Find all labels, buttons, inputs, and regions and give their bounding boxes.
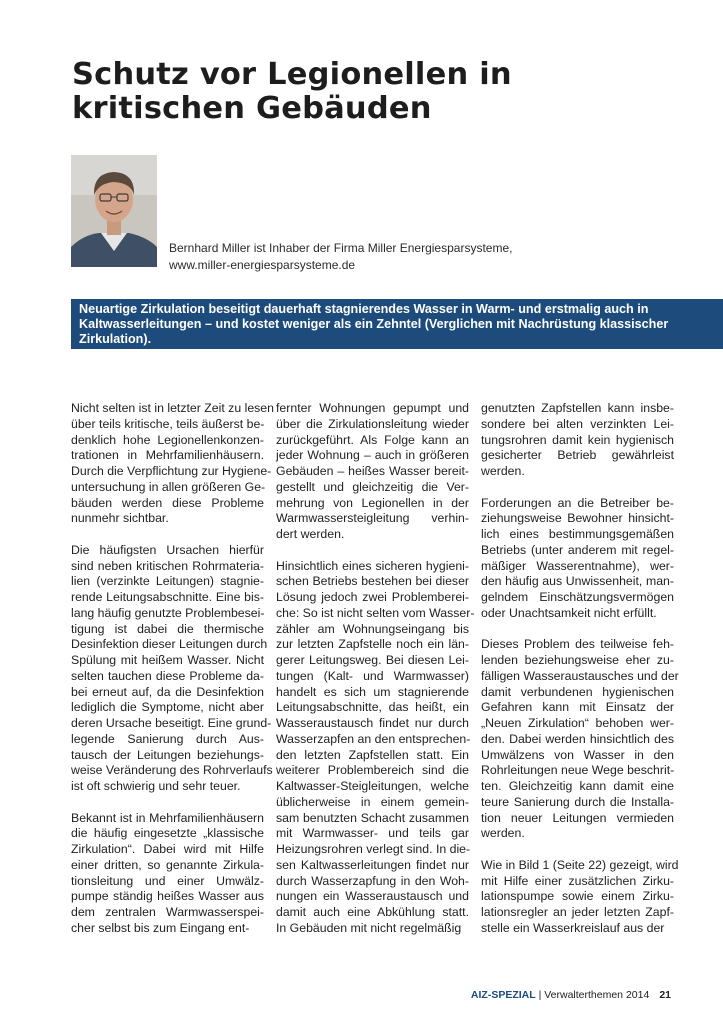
text-line: lich eines bestimmungsgemäßen xyxy=(481,527,674,541)
text-line: stelle ein Wasserkreislauf aus der xyxy=(481,920,665,935)
text-line: lien (verzinkte Leitungen) stagnie- xyxy=(71,574,264,589)
lead-line: Kaltwasserleitungen – und kostet weniger als ein Zehntel (Verglichen mit Nachrüstung klassischer xyxy=(79,317,669,331)
paragraph xyxy=(71,811,264,937)
lead-box xyxy=(71,299,723,349)
paragraph xyxy=(481,401,674,480)
text-line: zähler am Wohnungseingang bis xyxy=(276,621,469,636)
text-line: dert werden. xyxy=(276,527,345,541)
author-description: Bernhard Miller ist Inhaber der Firma Miller Energiesparsysteme, xyxy=(169,241,513,255)
text-line: den häufig aus Unwissenheit, man- xyxy=(481,574,674,589)
text-line: legende Sanierung durch Aus- xyxy=(71,731,264,746)
text-line: lenden beziehungsweise eher zu- xyxy=(481,653,674,667)
text-line: Hinsichtlich eines sicheren hygieni- xyxy=(276,558,469,573)
text-line: cher selbst bis zum Eingang ent- xyxy=(71,920,250,935)
text-line: genutzten Zapfstellen kann insbe- xyxy=(481,401,674,415)
text-line: Bekannt ist in Mehrfamilienhäusern xyxy=(71,810,264,825)
text-line: über die Zirkulationsleitung wieder xyxy=(276,416,469,431)
text-line: nunmehr sichtbar. xyxy=(71,511,169,526)
text-line: Gebäuden – heißes Wasser bereit- xyxy=(276,464,469,478)
text-line: rende Leitungsabschnitte. Eine bis- xyxy=(71,590,264,604)
text-line: untersuchung in allen größeren Ge- xyxy=(71,479,266,494)
text-line: Die häufigsten Ursachen hierfür xyxy=(71,542,264,557)
footer-separator: | xyxy=(535,989,545,1001)
text-line: tausch der Leitungen beziehungs- xyxy=(71,747,264,762)
lead-line: Zirkulation). xyxy=(79,332,152,346)
paragraph xyxy=(276,401,469,543)
text-line: Kaltwasser-Steigleitungen, welche xyxy=(276,779,469,793)
text-line: tungen (Kalt- und Warmwasser) xyxy=(276,668,469,683)
text-line: Nicht selten ist in letzter Zeit zu lesen xyxy=(71,401,274,415)
text-line: In Gebäuden mit nicht regelmäßig xyxy=(276,920,462,935)
footer-issue: Verwalterthemen 2014 xyxy=(544,989,650,1001)
text-line: den letzten Zapfstellen statt. Ein xyxy=(276,747,469,762)
text-line: pumpe ständig heißes Wasser aus xyxy=(71,889,264,904)
text-line: deren Ursache beseitigt. Eine grund- xyxy=(71,716,272,730)
text-line: weise Veränderung des Rohrverlaufs xyxy=(71,763,273,778)
text-line: Wasserzapfen an den entsprechen- xyxy=(276,731,471,746)
text-line: fälligen Wasseraustausches und der xyxy=(481,668,679,683)
text-line: ist oft schwierig und sehr teuer. xyxy=(71,779,241,793)
text-column-2 xyxy=(276,401,475,952)
paragraph xyxy=(481,496,674,622)
text-line: nungen ein Wasseraustausch und xyxy=(276,889,469,904)
text-line: mehrung von Legionellen in der xyxy=(276,495,469,510)
text-line: mit Hilfe einer zusätzlichen Zirku- xyxy=(481,873,674,888)
author-website: www.miller-energiesparsysteme.de xyxy=(169,258,356,272)
text-line: lationsregler an jeder letzten Zapf- xyxy=(481,905,674,919)
text-line: Rohrleitungen neue Wege beschrit- xyxy=(481,763,675,778)
text-column-3 xyxy=(481,401,679,952)
text-line: tungsrohren damit kein hygienisch xyxy=(481,432,674,447)
text-line: durch Wasserzapfung in den Woh- xyxy=(276,873,469,888)
text-line: Wie in Bild 1 (Seite 22) gezeigt, wird xyxy=(481,857,679,872)
text-line: che: So ist nicht selten vom Wasser- xyxy=(276,605,475,620)
text-line: Dieses Problem des teilweise feh- xyxy=(481,637,674,652)
lead-line: Neuartige Zirkulation beseitigt dauerhaft stagnierendes Wasser in Warm- und erstmalig auch in xyxy=(79,302,649,316)
text-line: sondere bei alten verzinkten Lei- xyxy=(481,416,674,431)
text-line: Forderungen an die Betreiber be- xyxy=(481,495,674,510)
text-line: trationen in Mehrfamilienhäusern. xyxy=(71,448,264,463)
text-line: damit verbundenen hygienischen xyxy=(481,684,674,699)
text-line: weiterer Problembereich sind die xyxy=(276,763,469,778)
text-line: werden. xyxy=(481,826,525,841)
paragraph xyxy=(481,857,679,937)
paragraph xyxy=(71,401,274,527)
text-line: gelndem Einschätzungsvermögen xyxy=(481,590,674,604)
text-line: zurückgeführt. Als Folge kann an xyxy=(276,432,469,447)
text-line: gesicherter Betrieb gewährleist xyxy=(481,448,674,463)
author-info xyxy=(169,240,649,274)
text-line: Betriebs (unter anderem mit regel- xyxy=(481,542,674,557)
text-line: über teils kritische, teils äußerst be- xyxy=(71,416,265,431)
text-line: damit auch eine Abkühlung statt. xyxy=(276,905,469,919)
text-line: mit Warmwasser- und teils gar xyxy=(276,826,469,841)
text-line: Leitungsabschnitte, das heißt, ein xyxy=(276,700,469,715)
footer-brand: AIZ-SPEZIAL xyxy=(470,989,536,1001)
author-photo xyxy=(71,155,157,267)
text-line: sam benutzten Schacht zusammen xyxy=(276,810,469,825)
text-line: zur letzten Zapfstelle noch ein län- xyxy=(276,637,469,652)
text-line: Heizungsrohren verlegt sind. In die- xyxy=(276,842,471,856)
text-line: lationspumpe sowie einem Zirku- xyxy=(481,889,674,904)
text-line: Warmwassersteigleitung verhin- xyxy=(276,511,469,526)
page-footer xyxy=(471,989,671,1001)
article-title: Schutz vor Legionellen in kritischen Gebäuden xyxy=(72,57,512,126)
text-line: den. Dabei werden hinsichtlich des xyxy=(481,731,674,746)
text-line: denklich hohe Legionellenkonzen- xyxy=(71,432,264,447)
text-line: oder Unachtsamkeit nicht erfüllt. xyxy=(481,605,657,620)
text-line: bei erneut auf, da die Desinfektion xyxy=(71,684,264,699)
text-line: fernter Wohnungen gepumpt und xyxy=(276,401,469,415)
text-line: teure Sanierung durch die Installa- xyxy=(481,794,674,809)
text-line: ziehungsweise Bewohner hinsicht- xyxy=(481,511,674,526)
text-line: bäuden werden diese Probleme xyxy=(71,495,264,510)
text-line: Wasseraustausch findet nur durch xyxy=(276,716,469,730)
text-line: Zirkulation“. Dabei wird mit Hilfe xyxy=(71,842,264,856)
text-line: sind neben kritischen Rohrmateria- xyxy=(71,558,264,573)
text-column-1 xyxy=(71,401,274,952)
text-line: einer dritten, so genannte Zirkula- xyxy=(71,857,264,872)
text-line: jeder Wohnung – auch in größeren xyxy=(276,448,469,463)
paragraph xyxy=(481,637,679,842)
text-line: gerer Leitungsweg. Bei diesen Lei- xyxy=(276,653,469,667)
text-line: sen Kaltwasserleitungen findet nur xyxy=(276,857,469,872)
text-line: Durch die Verpflichtung zur Hygiene- xyxy=(71,464,272,478)
text-line: mäßiger Wasserentnahme), wer- xyxy=(481,558,674,573)
text-line: ten. Gleichzeitig kann damit eine xyxy=(481,779,674,793)
paragraph xyxy=(71,542,273,795)
text-line: gestellt und gleichzeitig die Ver- xyxy=(276,479,469,494)
paragraph xyxy=(276,558,475,937)
text-line: Desinfektion dieser Leitungen durch xyxy=(71,637,268,652)
text-line: dem zentralen Warmwasserspei- xyxy=(71,905,264,919)
text-line: üblicherweise in einem gemein- xyxy=(276,794,469,809)
text-line: tigung ist dabei die thermische xyxy=(71,621,264,636)
text-line: Spülung mit heißem Wasser. Nicht xyxy=(71,653,264,667)
text-line: handelt es sich um stagnierende xyxy=(276,684,469,699)
text-line: Umwälzens von Wasser in den xyxy=(481,747,674,762)
text-line: tion neuer Leitungen vermieden xyxy=(481,810,674,825)
text-line: lediglich die Symptome, nicht aber xyxy=(71,700,264,715)
text-line: schen Betriebs bestehen bei dieser xyxy=(276,574,469,589)
text-line: lang häufig genutzte Problembesei- xyxy=(71,605,265,620)
text-line: Gefahren kann mit Einsatz der xyxy=(481,700,674,715)
page-number: 21 xyxy=(659,989,671,1001)
text-line: Lösung jedoch zwei Problemberei- xyxy=(276,590,469,604)
text-line: die häufig eingesetzte „klassische xyxy=(71,826,264,841)
text-line: werden. xyxy=(481,464,525,478)
text-line: selten tauchen diese Probleme da- xyxy=(71,668,264,683)
text-line: tionsleitung und einer Umwälz- xyxy=(71,873,264,888)
text-line: „Neuen Zirkulation“ behoben wer- xyxy=(481,716,674,730)
